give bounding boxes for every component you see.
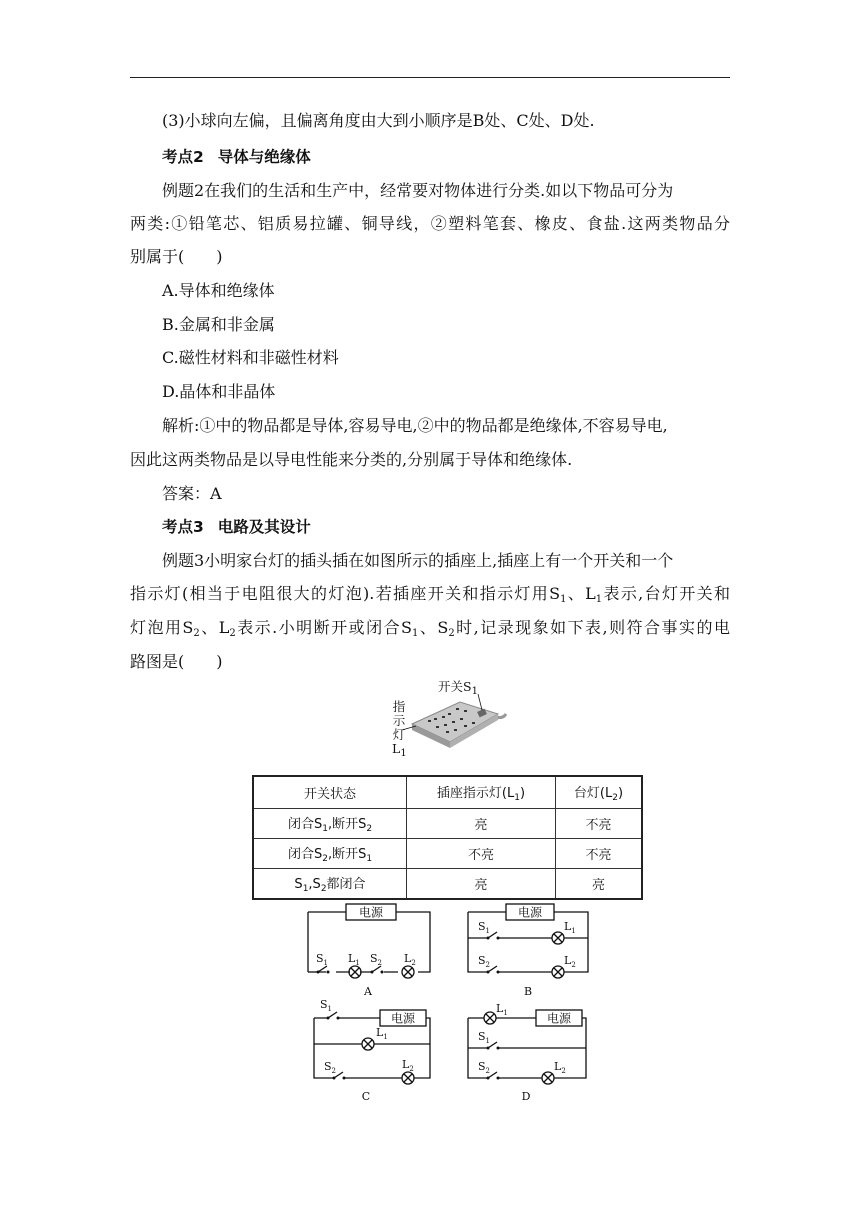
table-cell: 闭合$S_2$,断开$S_1$: [253, 839, 407, 869]
table-row: [253, 869, 642, 900]
paragraph-line: (3)小球向左偏，且偏离角度由大到小顺序是B处、C处、D处.: [162, 111, 595, 130]
circuit-b: [468, 904, 588, 998]
svg-text:L2: $L_2$: [402, 1058, 414, 1073]
svg-text:C: C: [361, 1090, 371, 1103]
svg-text:L1: $L_1$: [564, 920, 576, 935]
answer-line: 答案：A: [162, 484, 222, 503]
table-cell: 不亮: [556, 839, 643, 869]
analysis-line: 解析:①中的物品都是导体,容易导电,②中的物品都是绝缘体,不容易导电,: [162, 416, 668, 435]
circuit-d: [468, 1002, 586, 1103]
example-line: 例题2在我们的生活和生产中，经常要对物体进行分类.如以下物品可分为: [162, 181, 674, 200]
example-line: 路图是( ): [130, 652, 223, 671]
svg-text:L2: $L_2$: [404, 952, 416, 967]
table-header: 台灯$(L_2)$: [556, 776, 643, 809]
table-header: 插座指示灯$(L_1)$: [407, 776, 556, 809]
svg-text:S1: $S_1$: [478, 1030, 491, 1045]
svg-text:L2: $L_2$: [564, 954, 576, 969]
svg-text:S1: $S_1$: [478, 920, 491, 935]
section-heading-3: [162, 516, 732, 538]
svg-text:L1: $L_1$: [348, 952, 360, 967]
svg-text:电源: 电源: [390, 1011, 416, 1026]
table-cell: 亮: [407, 809, 556, 839]
option-b: B.金属和非金属: [162, 315, 275, 334]
table-header: 开关状态: [253, 776, 407, 809]
svg-text:电源: 电源: [358, 905, 384, 920]
option-d: D.晶体和非晶体: [162, 382, 276, 401]
svg-text:B: B: [523, 985, 533, 998]
svg-text:L2: $L_2$: [554, 1060, 566, 1075]
circuit-diagrams: [300, 900, 600, 1110]
circuit-a: [308, 904, 430, 998]
svg-text:S2: $S_2$: [370, 952, 383, 967]
svg-text:D: D: [521, 1090, 531, 1103]
table-header-row: [253, 776, 642, 809]
svg-text:A: A: [364, 985, 372, 998]
circuit-c: [314, 998, 430, 1103]
header-rule: [130, 77, 730, 78]
table-row: [253, 839, 642, 869]
svg-text:S1: $S_1$: [316, 952, 329, 967]
table-cell: 亮: [556, 869, 643, 900]
option-c: C.磁性材料和非磁性材料: [162, 348, 339, 367]
table-cell: 闭合$S_1$,断开$S_2$: [253, 809, 407, 839]
svg-text:S1: $S_1$: [320, 998, 333, 1013]
svg-text:电源: 电源: [546, 1011, 572, 1026]
switch-label: 开关$S_1$: [438, 679, 478, 697]
svg-text:S2: $S_2$: [324, 1060, 337, 1075]
example-line: 两类:①铅笔芯、铝质易拉罐、铜导线，②塑料笔套、橡皮、食盐.这两类物品分: [130, 214, 730, 233]
svg-text:S2: $S_2$: [478, 1060, 491, 1075]
svg-text:L1: $L_1$: [376, 1026, 388, 1041]
heading-title: 导体与绝缘体: [217, 148, 311, 166]
table-cell: 亮: [407, 869, 556, 900]
section-heading-2: [162, 146, 732, 168]
example-line: 别属于( ): [130, 247, 223, 266]
analysis-line: 因此这两类物品是以导电性能来分类的,分别属于导体和绝缘体.: [130, 450, 573, 469]
example-line: 例题3小明家台灯的插头插在如图所示的插座上,插座上有一个开关和一个: [162, 551, 674, 570]
heading-title: 电路及其设计: [217, 518, 311, 536]
example-line: 指示灯(相当于电阻很大的灯泡).若插座开关和指示灯用$S_1$、$L_1$表示,台灯开关和: [130, 584, 730, 605]
option-a: A.导体和绝缘体: [162, 281, 275, 300]
table-row: [253, 809, 642, 839]
table-cell: 不亮: [407, 839, 556, 869]
socket-figure: [390, 680, 510, 760]
svg-text:电源: 电源: [517, 905, 543, 920]
state-table: [252, 775, 643, 900]
heading-number: 考点3: [162, 518, 204, 536]
indicator-lamp-label: 指 示 灯 $L_1$: [392, 699, 407, 759]
table-cell: $S_1,S_2$都闭合: [253, 869, 407, 900]
table-cell: 不亮: [556, 809, 643, 839]
svg-text:L1: $L_1$: [496, 1002, 508, 1017]
heading-number: 考点2: [162, 148, 204, 166]
example-line: 灯泡用$S_2$、$L_2$表示.小明断开或闭合$S_1$、$S_2$时,记录现象如下表,则符合事实的电: [130, 618, 730, 639]
svg-text:S2: $S_2$: [478, 954, 491, 969]
